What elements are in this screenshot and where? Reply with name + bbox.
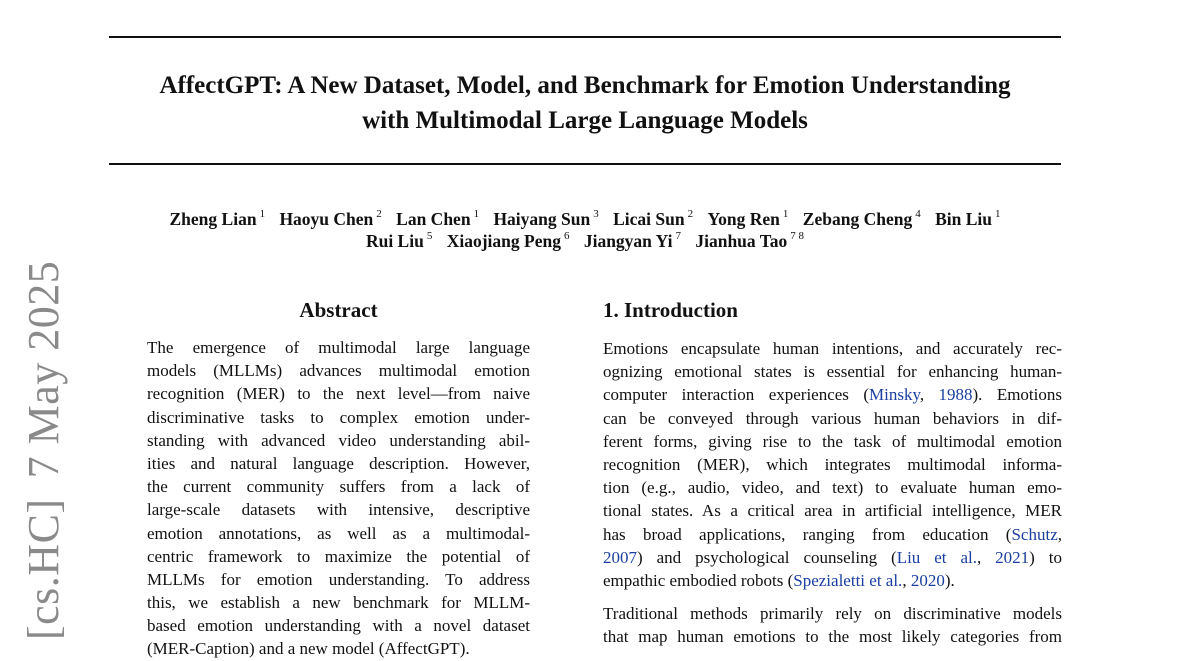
introduction-line — [603, 362, 1062, 385]
introduction-text: computer interaction experiences ( — [603, 385, 869, 405]
introduction-heading: 1. Introduction — [603, 298, 738, 322]
author: Haiyang Sun $^3$ — [493, 208, 599, 229]
introduction-text: , — [976, 547, 996, 567]
abstract-line: standing with advanced video understanding abil- — [147, 430, 530, 450]
abstract-body — [147, 336, 530, 661]
author: Licai Sun $^2$ — [613, 208, 694, 229]
citation-link[interactable]: Minsky — [869, 385, 920, 405]
paper-title-line-2: with Multimodal Large Language Models — [362, 107, 808, 134]
introduction-line — [603, 432, 1062, 455]
citation-link[interactable]: Schutz — [1011, 524, 1058, 544]
citation-link[interactable]: 1988 — [938, 385, 973, 405]
paper-title — [109, 68, 1061, 138]
abstract-line: emotion annotations, as well as a multimodal- — [147, 523, 530, 543]
introduction-line — [603, 339, 1062, 362]
abstract-line: models (MLLMs) advances multimodal emotion — [147, 361, 530, 381]
introduction-line — [603, 385, 1062, 408]
abstract-line: centric framework to maximize the potential of — [147, 546, 530, 566]
introduction-text: tion (e.g., audio, video, and text) to evaluate human emo- — [603, 478, 1062, 498]
introduction-text: , — [902, 570, 911, 590]
introduction-text: ). Emotions — [972, 385, 1062, 405]
citation-link[interactable]: Spezialetti et al. — [793, 570, 903, 590]
author: Zebang Cheng $^4$ — [802, 208, 921, 229]
title-rule-top — [109, 36, 1061, 38]
paper-title-line-1: AffectGPT: A New Dataset, Model, and Benchmark for Emotion Understanding — [159, 72, 1011, 99]
author: Haoyu Chen $^2$ — [279, 208, 382, 229]
abstract-line: this, we establish a new benchmark for MLLM- — [147, 593, 530, 613]
citation-link[interactable]: Liu et al. — [896, 547, 977, 567]
introduction-text: , — [1057, 524, 1062, 544]
arxiv-stamp — [19, 260, 68, 640]
introduction-text: , — [919, 385, 939, 405]
arxiv-date: 7 May 2025 — [19, 260, 68, 479]
introduction-paragraph-2 — [603, 604, 1062, 650]
introduction-line — [603, 501, 1062, 524]
citation-link[interactable]: 2020 — [910, 570, 945, 590]
abstract-line: based emotion understanding with a novel dataset — [147, 616, 530, 636]
introduction-text: Emotions encapsulate human intentions, and accurately rec- — [603, 339, 1062, 358]
author: Zheng Lian $^1$ — [169, 208, 266, 229]
author: Rui Liu $^5$ — [365, 230, 433, 251]
introduction-text: recognition (MER), which integrates multimodal informa- — [603, 454, 1062, 474]
introduction-line — [603, 455, 1062, 478]
abstract-heading: Abstract — [299, 298, 378, 322]
author-line-1 — [60, 208, 1110, 230]
introduction-text: Traditional methods primarily rely on discriminative models — [603, 604, 1062, 624]
author: Jiangyan Yi $^7$ — [583, 230, 681, 251]
abstract-line: ities and natural language description. However, — [147, 453, 530, 473]
abstract-line: recognition (MER) to the next level—from naive — [147, 384, 530, 404]
introduction-text: tional states. As a critical area in artificial intelligence, MER — [603, 501, 1062, 521]
abstract-line: (MER-Caption) and a new model (AffectGPT). — [147, 639, 470, 659]
author: Lan Chen $^1$ — [396, 208, 480, 229]
introduction-text: ognizing emotional states is essential for enhancing human- — [603, 362, 1062, 382]
introduction-body — [603, 339, 1062, 650]
introduction-line — [603, 627, 1062, 650]
author: Xiaojiang Peng $^6$ — [446, 230, 570, 251]
introduction-text: that map human emotions to the most likely categories from — [603, 627, 1062, 647]
introduction-text: can be conveyed through various human behaviors in dif- — [603, 408, 1062, 428]
abstract-line: the current community suffers from a lack of — [147, 477, 530, 497]
introduction-text: ferent forms, giving rise to the task of multimodal emotion — [603, 431, 1062, 451]
arxiv-category: [cs.HC] — [19, 498, 68, 640]
abstract-line: discriminative tasks to complex emotion under- — [147, 407, 530, 427]
introduction-line — [603, 604, 1062, 627]
introduction-line — [603, 525, 1062, 548]
author-line-2 — [60, 230, 1110, 252]
introduction-line — [603, 409, 1062, 432]
citation-link[interactable]: 2021 — [995, 547, 1030, 567]
introduction-text: has broad applications, ranging from education ( — [603, 524, 1012, 544]
introduction-text: ) to — [1029, 547, 1062, 567]
author: Bin Liu $^1$ — [935, 208, 1001, 229]
abstract-line: MLLMs for emotion understanding. To address — [147, 569, 530, 589]
introduction-text: ) and psychological counseling ( — [637, 547, 897, 567]
author: Jianhua Tao $^{7 8}$ — [695, 230, 805, 251]
introduction-paragraph-1 — [603, 339, 1062, 594]
introduction-line — [603, 548, 1062, 571]
author-list — [60, 208, 1110, 252]
title-rule-bottom — [109, 163, 1061, 165]
author: Yong Ren $^1$ — [707, 208, 789, 229]
introduction-text: empathic embodied robots ( — [603, 570, 794, 590]
citation-link[interactable]: 2007 — [603, 547, 637, 567]
abstract-line: The emergence of multimodal large language — [147, 338, 530, 357]
abstract-line: large-scale datasets with intensive, descriptive — [147, 500, 530, 520]
introduction-text: ). — [944, 570, 955, 590]
introduction-line — [603, 571, 1062, 594]
introduction-line — [603, 478, 1062, 501]
